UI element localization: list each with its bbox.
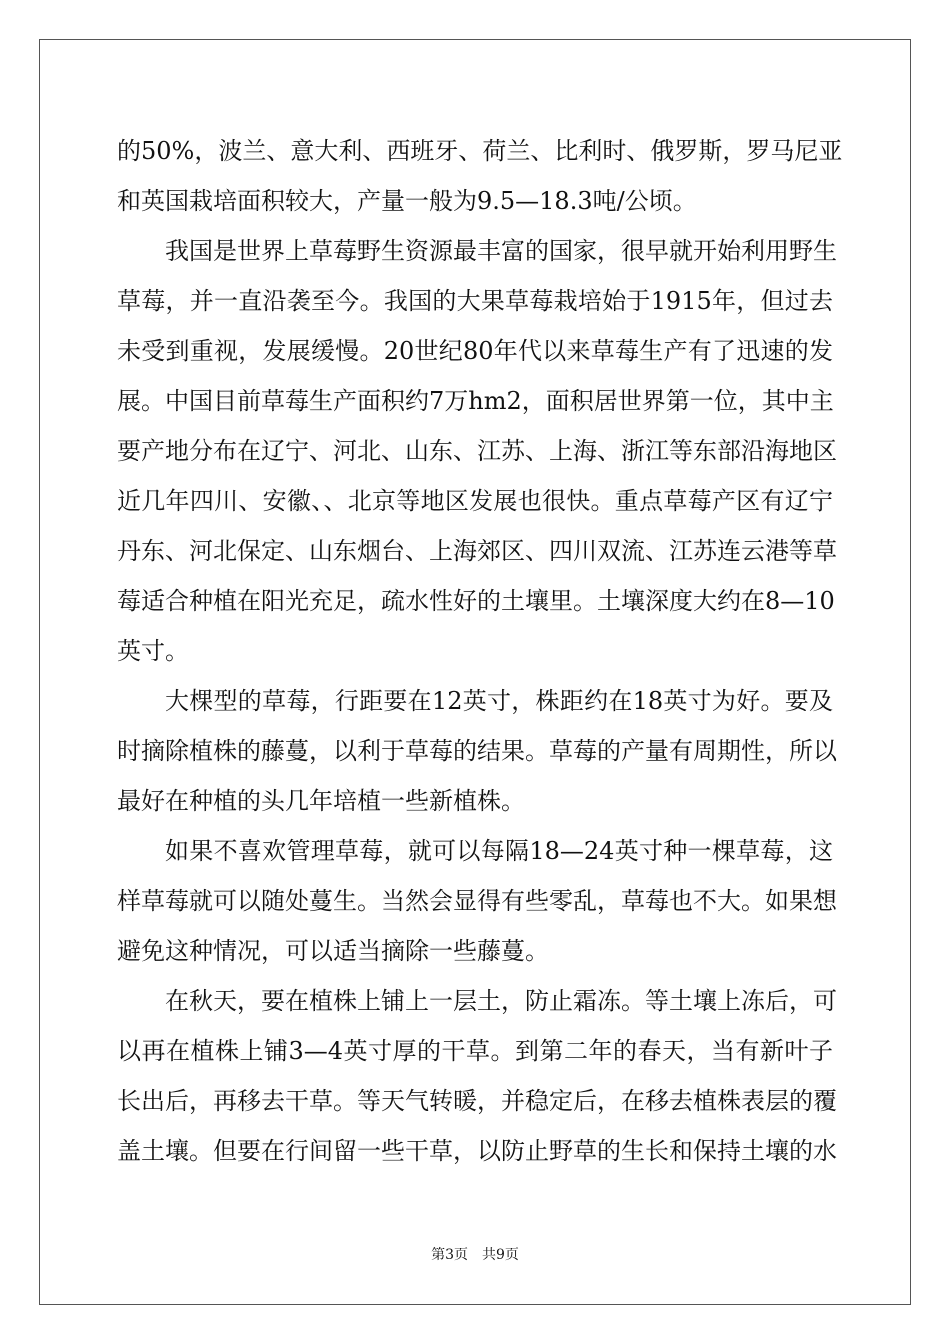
text-line: 近几年四川、安徽、、北京等地区发展也很快。重点草莓产区有辽宁	[117, 487, 833, 515]
text-line: 长出后，再移去干草。等天气转暖，并稳定后，在移去植株表层的覆	[117, 1087, 837, 1115]
text-line: 盖土壤。但要在行间留一些干草，以防止野草的生长和保持土壤的水	[117, 1137, 837, 1165]
page-footer: 第3页 共9页	[431, 1247, 519, 1263]
text-line: 莓适合种植在阳光充足，疏水性好的土壤里。土壤深度大约在8—10	[117, 587, 835, 615]
body-text	[117, 126, 843, 1176]
text-line: 时摘除植株的藤蔓，以利于草莓的结果。草莓的产量有周期性，所以	[117, 737, 837, 765]
text-line: 如果不喜欢管理草莓，就可以每隔18—24英寸种一棵草莓，这	[165, 837, 833, 865]
text-line: 在秋天，要在植株上铺上一层土，防止霜冻。等土壤上冻后，可	[165, 987, 837, 1015]
text-line: 的50%，波兰、意大利、西班牙、荷兰、比利时、俄罗斯，罗马尼亚	[117, 137, 843, 165]
text-line: 我国是世界上草莓野生资源最丰富的国家，很早就开始利用野生	[165, 237, 837, 265]
text-line: 未受到重视，发展缓慢。20世纪80年代以来草莓生产有了迅速的发	[117, 337, 833, 365]
text-line: 要产地分布在辽宁、河北、山东、江苏、上海、浙江等东部沿海地区	[117, 437, 837, 465]
text-line: 最好在种植的头几年培植一些新植株。	[117, 787, 525, 815]
text-line: 草莓，并一直沿袭至今。我国的大果草莓栽培始于1915年，但过去	[117, 287, 833, 315]
text-line: 大棵型的草莓，行距要在12英寸，株距约在18英寸为好。要及	[165, 687, 833, 715]
text-line: 和英国栽培面积较大，产量一般为9.5—18.3吨/公顷。	[117, 187, 697, 215]
text-line: 英寸。	[117, 637, 189, 665]
text-line: 以再在植株上铺3—4英寸厚的干草。到第二年的春天，当有新叶子	[117, 1037, 833, 1065]
text-line: 样草莓就可以随处蔓生。当然会显得有些零乱，草莓也不大。如果想	[117, 887, 837, 915]
text-line: 展。中国目前草莓生产面积约7万hm2，面积居世界第一位，其中主	[117, 387, 834, 415]
text-line: 丹东、河北保定、山东烟台、上海郊区、四川双流、江苏连云港等草	[117, 537, 837, 565]
text-line: 避免这种情况，可以适当摘除一些藤蔓。	[117, 937, 549, 965]
